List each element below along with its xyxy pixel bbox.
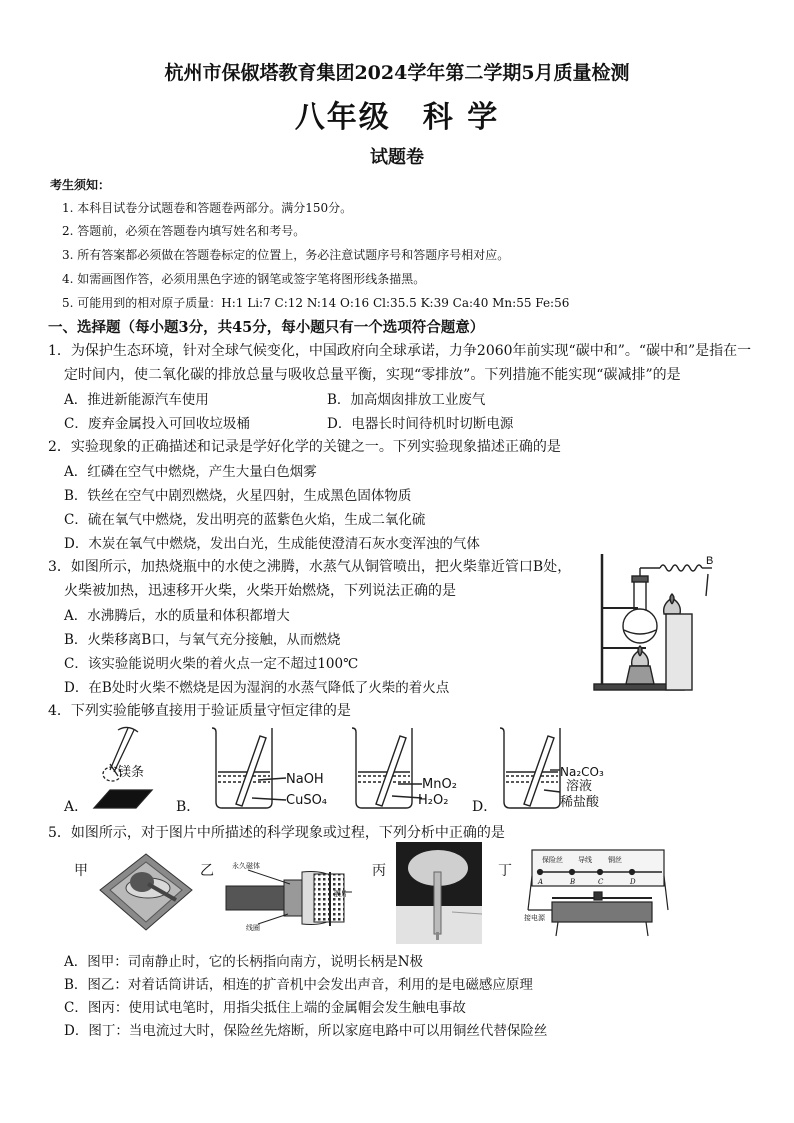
q4-fig-b-text1: NaOH — [286, 772, 324, 787]
q1-option-a: A．推进新能源汽车使用 — [64, 392, 209, 408]
q1-option-d: D．电器长时间待机时切断电源 — [327, 416, 514, 432]
q4-option-d-label: D． — [472, 799, 498, 815]
q5-option-b: B．图乙：对着话筒讲话，相连的扩音机中会发出声音，利用的是电磁感应原理 — [64, 977, 533, 993]
q5-ding-b: B — [570, 878, 576, 886]
q4-stem: 4．下列实验能够直接用于验证质量守恒定律的是 — [48, 703, 351, 719]
q5-fig-label-ding: 丁 — [498, 863, 512, 879]
q4-figure-b — [206, 726, 336, 812]
q5-yi-label2: 线圈 — [246, 924, 260, 932]
q1-option-b: B．加高烟囱排放工业废气 — [327, 392, 486, 408]
q4-fig-d-text3: 稀盐酸 — [560, 795, 600, 810]
q5-ding-label1: 保险丝 — [542, 856, 563, 864]
q5-ding-label2: 导线 — [578, 856, 592, 864]
q4-fig-d-text1: Na₂CO₃ — [560, 765, 604, 779]
notice-item: 3. 所有答案都必须做在答题卷标定的位置上，务必注意试题序号和答题序号相对应。 — [62, 248, 510, 262]
q5-figure-jia-sinan — [96, 850, 196, 936]
q5-figure-yi-microphone — [218, 858, 368, 932]
q5-option-a: A．图甲：司南静止时，它的长柄指向南方，说明长柄是N极 — [64, 954, 424, 970]
q2-stem: 2．实验现象的正确描述和记录是学好化学的关键之一。下列实验现象描述正确的是 — [48, 439, 561, 455]
q4-figure-d — [494, 726, 644, 812]
q4-fig-b-text2: CuSO₄ — [286, 793, 328, 808]
q5-fig-label-jia: 甲 — [74, 863, 88, 879]
paper-type-title: 试题卷 — [370, 147, 424, 168]
q4-option-b-label: B． — [176, 799, 201, 815]
q5-yi-label1: 永久磁体 — [232, 862, 260, 870]
q5-ding-label3: 铜丝 — [608, 856, 622, 864]
notice-heading: 考生须知： — [50, 178, 111, 192]
notice-item: 2. 答题前，必须在答题卷内填写姓名和考号。 — [62, 224, 306, 238]
q2-option-d: D．木炭在氧气中燃烧，发出白光，生成能使澄清石灰水变浑浊的气体 — [64, 536, 480, 552]
q1-stem: 1．为保护生态环境，针对全球气候变化，中国政府向全球承诺，力争2060年前实现“碳中和”。“碳中和”是指在一 — [48, 343, 752, 359]
q4-figure-a — [88, 722, 168, 812]
q2-option-b: B．铁丝在空气中剧烈燃烧，火星四射，生成黑色固体物质 — [64, 488, 412, 504]
q5-stem: 5．如图所示，对于图片中所描述的科学现象或过程，下列分析中正确的是 — [48, 825, 505, 841]
q5-fig-label-yi: 乙 — [200, 863, 214, 879]
q5-option-d: D．图丁：当电流过大时，保险丝先熔断，所以家庭电路中可以用铜丝代替保险丝 — [64, 1023, 548, 1039]
subject-title: 八年级 科 学 — [294, 100, 500, 135]
q5-fig-label-bing: 丙 — [372, 863, 386, 879]
q1-option-c: C．废弃金属投入可回收垃圾桶 — [64, 416, 250, 432]
q5-ding-a: A — [538, 878, 544, 886]
notice-item: 1. 本科目试卷分试题卷和答题卷两部分。满分150分。 — [62, 201, 353, 215]
q5-yi-label3: 膜片 — [334, 890, 348, 898]
q4-option-a-label: A． — [64, 799, 89, 815]
q3-stem: 3．如图所示，加热烧瓶中的水使之沸腾，水蒸气从铜管喷出，把火柴靠近管口B处， — [48, 559, 572, 575]
section-heading: 一、选择题（每小题3分，共45分，每小题只有一个选项符合题意） — [48, 319, 485, 336]
q5-ding-c: C — [598, 878, 604, 886]
q3-option-c: C．该实验能说明火柴的着火点一定不超过100℃ — [64, 656, 359, 672]
q5-figure-ding-fuse-circuit — [522, 846, 674, 942]
q4-fig-c-text2: H₂O₂ — [418, 793, 449, 808]
q4-fig-a-text: 镁条 — [118, 765, 145, 780]
q2-option-a: A．红磷在空气中燃烧，产生大量白色烟雾 — [64, 464, 317, 480]
q3-option-b: B．火柴移离B口，与氧气充分接触，从而燃烧 — [64, 632, 341, 648]
q5-figure-bing-test-pen — [396, 842, 482, 944]
q4-figure-c — [346, 726, 472, 812]
q3-option-a: A．水沸腾后，水的质量和体积都增大 — [64, 608, 290, 624]
q5-ding-d: D — [630, 878, 636, 886]
q4-fig-c-text1: MnO₂ — [422, 777, 457, 792]
q5-ding-power: 接电源 — [524, 914, 545, 922]
q5-option-c: C．图丙：使用试电笔时，用指尖抵住上端的金属帽会发生触电事故 — [64, 1000, 466, 1016]
q3-option-d: D．在B处时火柴不燃烧是因为湿润的水蒸气降低了火柴的着火点 — [64, 680, 450, 696]
q3-fig-label-b: B — [706, 555, 714, 567]
q4-fig-d-text2: 溶液 — [566, 779, 593, 794]
q1-stem-cont: 定时间内，使二氧化碳的排放总量与吸收总量平衡，实现“零排放”。下列措施不能实现“碳减排”的是 — [64, 367, 681, 383]
notice-item: 4. 如需画图作答，必须用黑色字迹的钢笔或签字笔将图形线条描黑。 — [62, 272, 426, 286]
q3-apparatus-figure — [588, 546, 728, 694]
notice-item: 5. 可能用到的相对原子质量：H:1 Li:7 C:12 N:14 O:16 Cl:35.5 K:39 Ca:40 Mn:55 Fe:56 — [62, 296, 570, 310]
q3-stem-cont: 火柴被加热，迅速移开火柴，火柴开始燃烧，下列说法正确的是 — [64, 583, 456, 599]
exam-title: 杭州市保俶塔教育集团2024学年第二学期5月质量检测 — [164, 62, 630, 84]
q2-option-c: C．硫在氧气中燃烧，发出明亮的蓝紫色火焰，生成二氧化硫 — [64, 512, 426, 528]
